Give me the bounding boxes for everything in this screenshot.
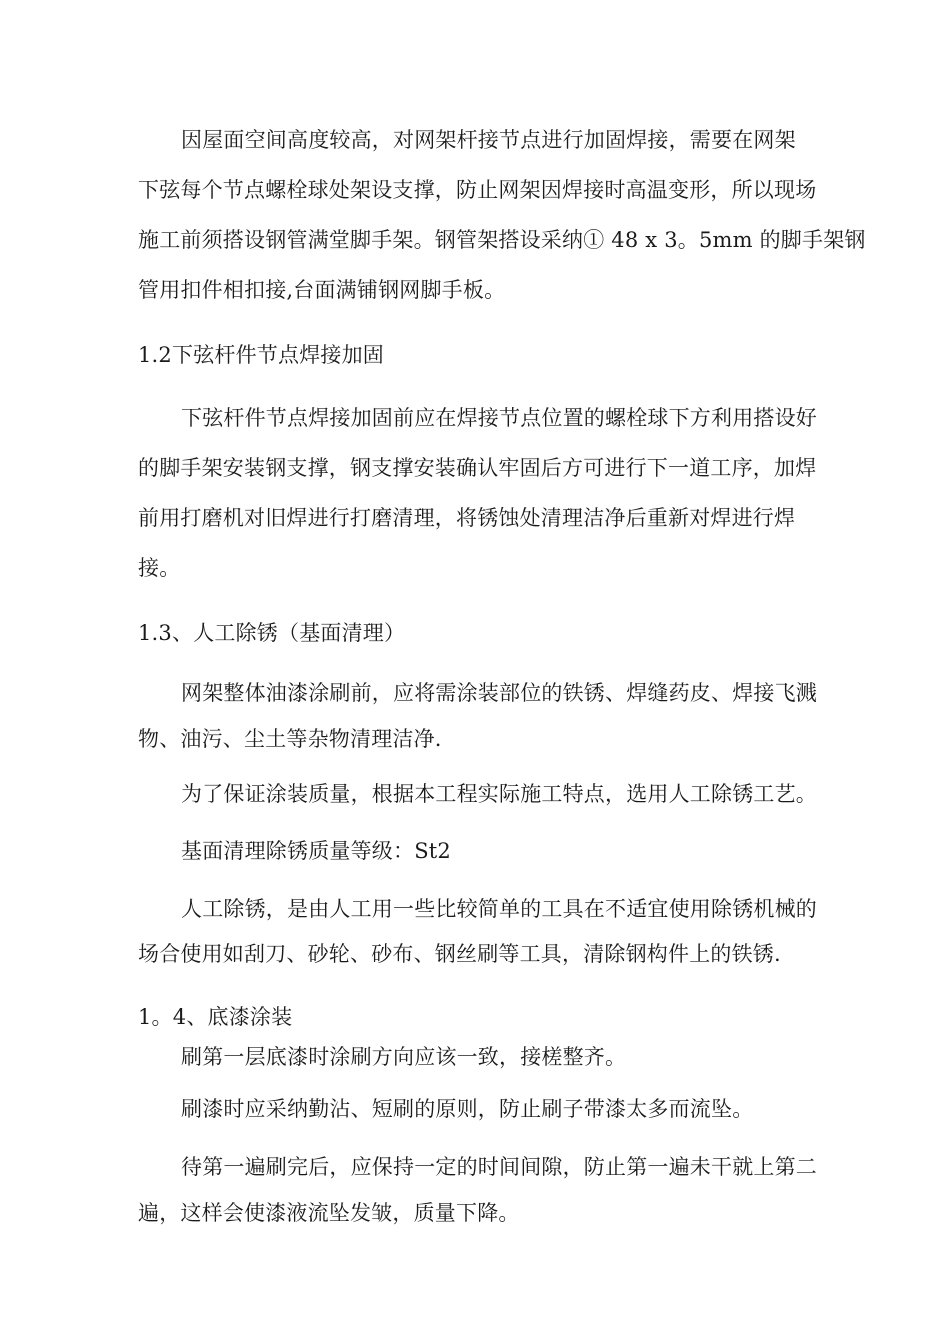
section-heading: 1。4、底漆涂装 [138,1005,293,1029]
paragraph-line: 待第一遍刷完后，应保持一定的时间间隙，防止第一遍未干就上第二 [181,1155,817,1179]
paragraph-line: 因屋面空间高度较高，对网架杆接节点进行加固焊接，需要在网架 [181,128,796,152]
section-heading: 1.3、人工除锈（基面清理） [138,621,406,645]
paragraph-line: 的脚手架安装钢支撑，钢支撑安装确认牢固后方可进行下一道工序，加焊 [138,456,817,480]
paragraph-line: 网架整体油漆涂刷前，应将需涂装部位的铁锈、焊缝药皮、焊接飞溅 [181,681,817,705]
section-heading: 1.2下弦杆件节点焊接加固 [138,343,384,367]
paragraph-line: 场合使用如刮刀、砂轮、砂布、钢丝刷等工具，清除钢构件上的铁锈. [138,942,781,966]
paragraph-line: 前用打磨机对旧焊进行打磨清理，将锈蚀处清理洁净后重新对焊进行焊 [138,506,796,530]
paragraph-line: 基面清理除锈质量等级：St2 [181,839,451,863]
paragraph-line: 下弦每个节点螺栓球处架设支撑，防止网架因焊接时高温变形，所以现场 [138,178,817,202]
paragraph-line: 接。 [138,556,181,580]
paragraph-line: 物、油污、尘土等杂物清理洁净. [138,727,442,751]
paragraph-line: 下弦杆件节点焊接加固前应在焊接节点位置的螺栓球下方利用搭设好 [181,406,817,430]
paragraph-line: 管用扣件相扣接,台面满铺钢网脚手板。 [138,278,506,302]
paragraph-line: 人工除锈，是由人工用一些比较简单的工具在不适宜使用除锈机械的 [181,897,817,921]
paragraph-line: 施工前须搭设钢管满堂脚手架。钢管架搭设采纳① 48 x 3。5mm 的脚手架钢 [138,228,866,252]
paragraph-line: 刷漆时应采纳勤沾、短刷的原则，防止刷子带漆太多而流坠。 [181,1097,754,1121]
paragraph-line: 遍，这样会使漆液流坠发皱，质量下降。 [138,1201,520,1225]
paragraph-line: 为了保证涂装质量，根据本工程实际施工特点，选用人工除锈工艺。 [181,782,817,806]
paragraph-line: 刷第一层底漆时涂刷方向应该一致，接槎整齐。 [181,1045,627,1069]
